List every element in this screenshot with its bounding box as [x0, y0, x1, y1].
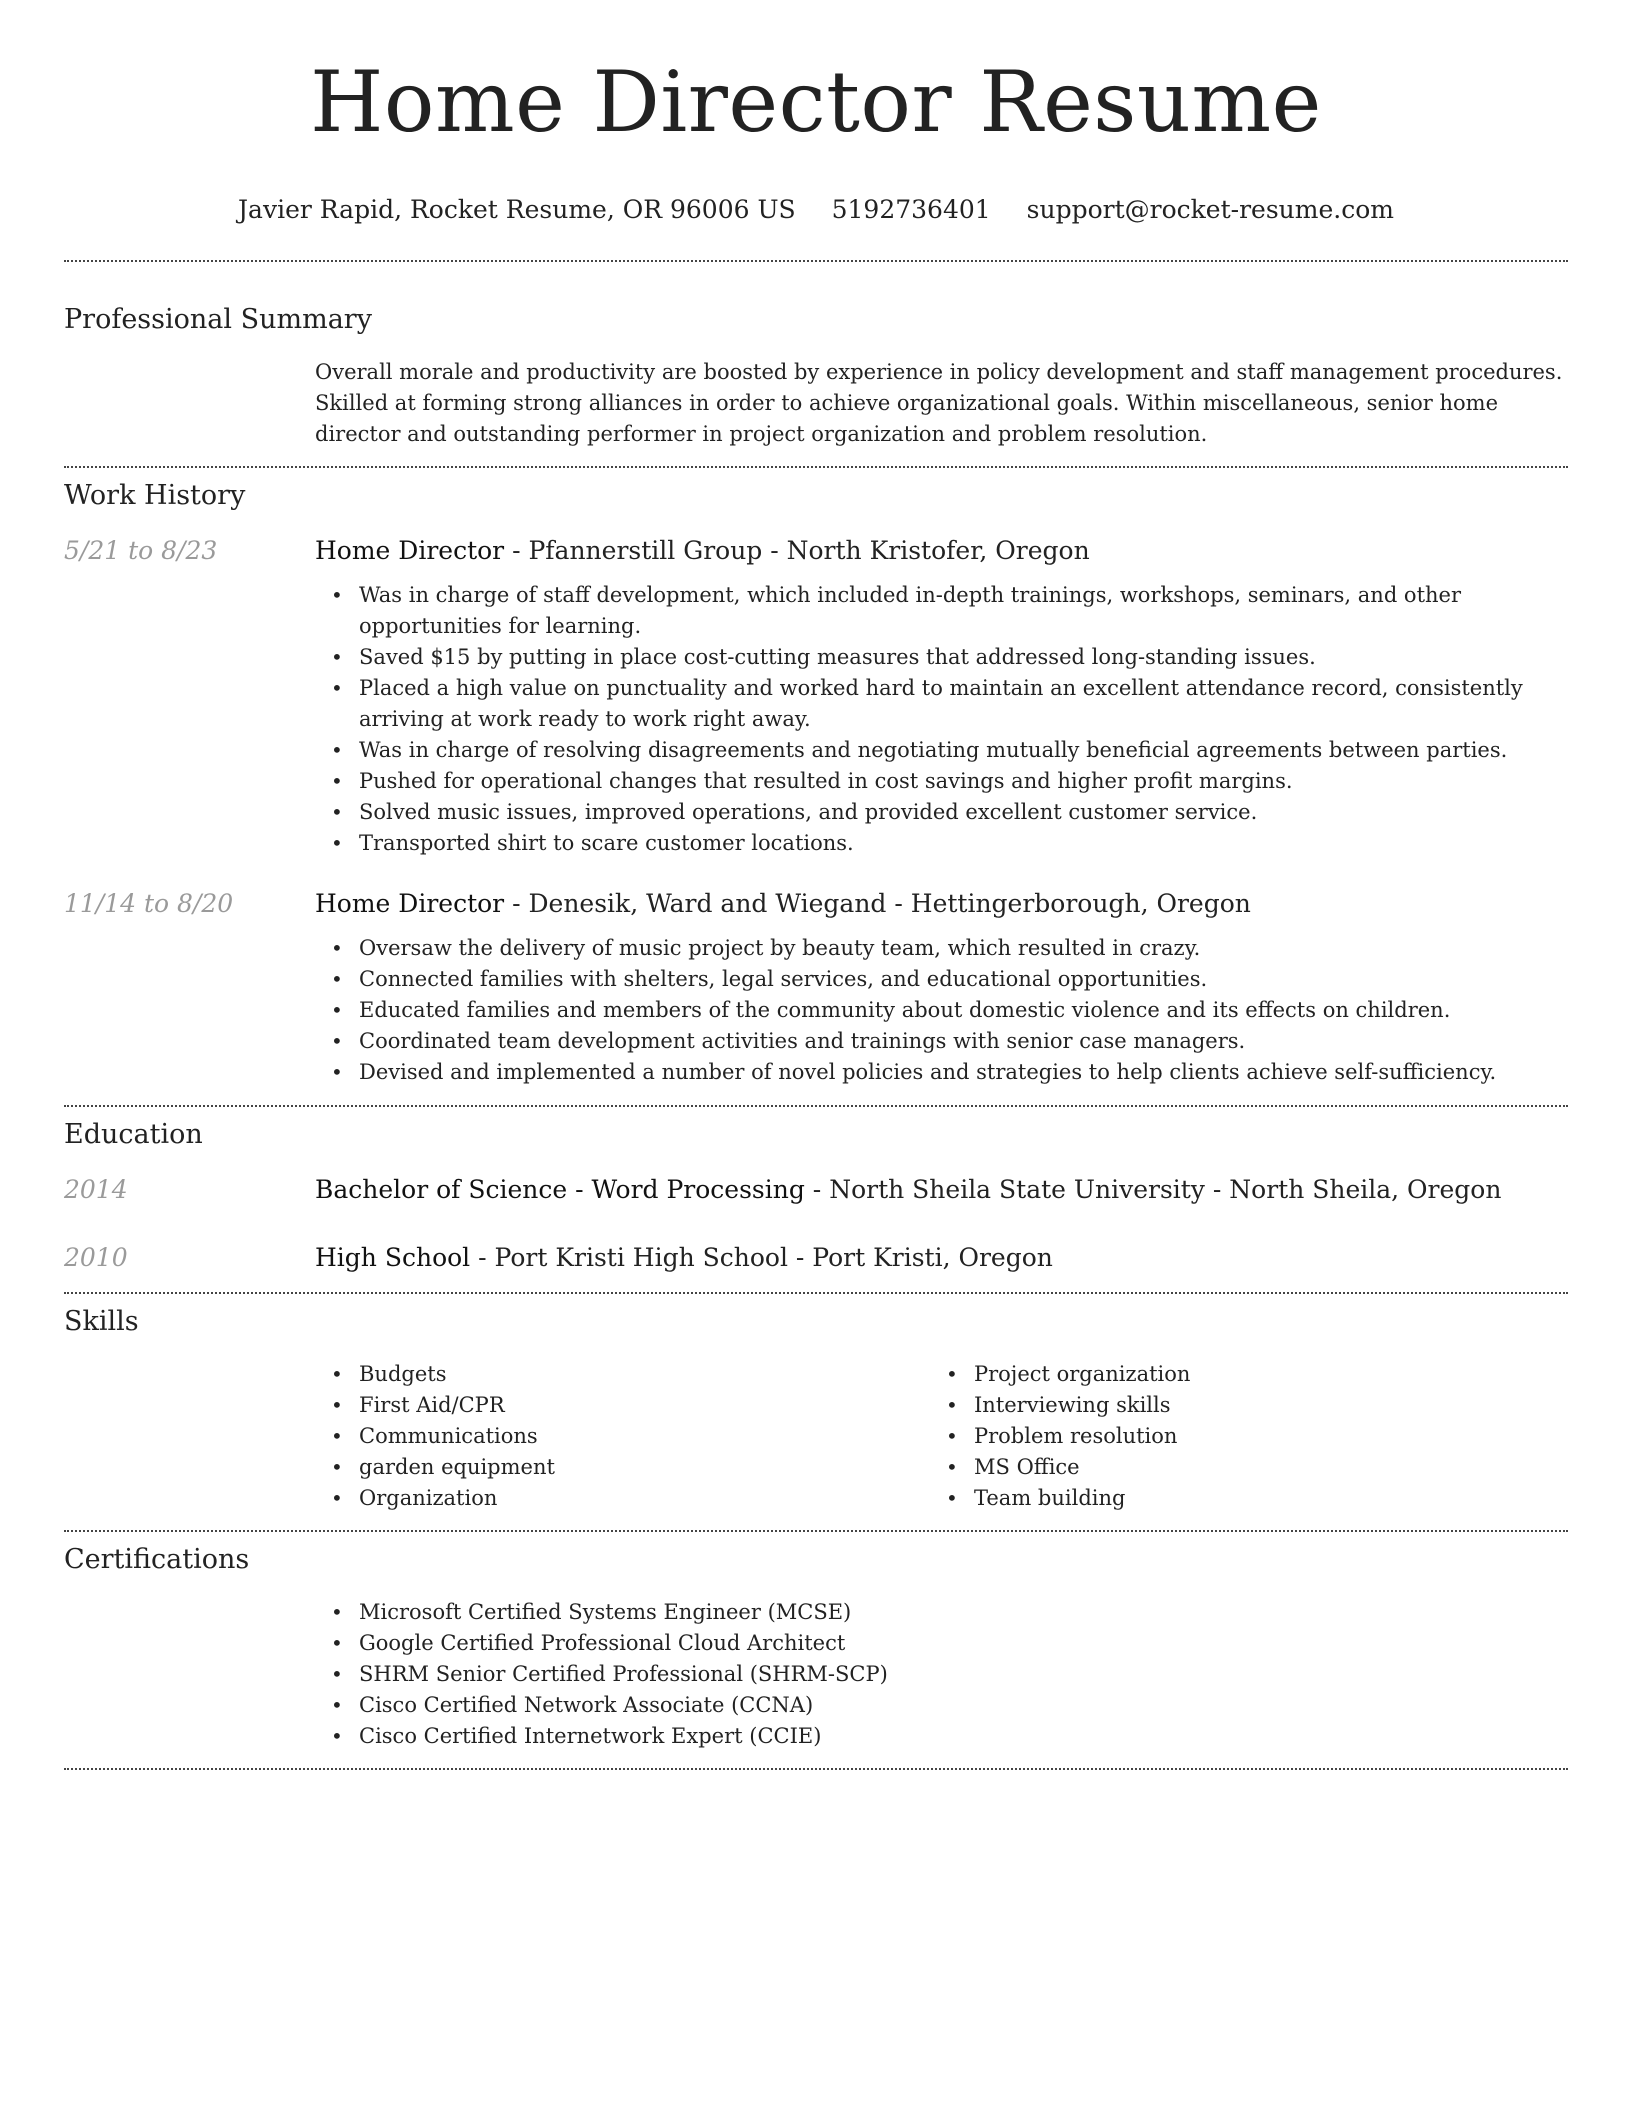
education-degree: Bachelor of Science - Word Processing	[315, 1175, 805, 1204]
job-title: Home Director	[315, 889, 505, 918]
list-item: • Solved music issues, improved operations, and provided excellent customer service.	[359, 797, 1568, 828]
divider	[64, 1768, 1568, 1770]
list-item: • Saved $15 by putting in place cost-cutting measures that addressed long-standing issues.	[359, 642, 1568, 673]
divider	[64, 466, 1568, 468]
divider	[64, 1530, 1568, 1532]
list-item: • MS Office	[974, 1452, 1545, 1483]
contact-email: support@rocket-resume.com	[1026, 195, 1394, 224]
list-item: • Pushed for operational changes that resulted in cost savings and higher profit margins.	[359, 766, 1568, 797]
list-item: • Coordinated team development activities and trainings with senior case managers.	[359, 1026, 1568, 1057]
education-details: - Port Kristi High School - Port Kristi, Oregon	[470, 1243, 1053, 1272]
list-item: • Oversaw the delivery of music project by beauty team, which resulted in crazy.	[359, 933, 1568, 964]
skills-section	[64, 1304, 1568, 1514]
list-item: • Cisco Certified Network Associate (CCNA)	[359, 1690, 1568, 1721]
job-dates: 5/21 to 8/23	[64, 536, 218, 565]
list-item: • Budgets	[359, 1359, 930, 1390]
list-item: • Transported shirt to scare customer locations.	[359, 828, 1568, 859]
list-item: • garden equipment	[359, 1452, 930, 1483]
list-item: • Communications	[359, 1421, 930, 1452]
list-item: • Was in charge of staff development, which included in-depth trainings, workshops, seminars, and other opportunities for learning.	[359, 580, 1568, 642]
list-item: • Educated families and members of the community about domestic violence and its effects on children.	[359, 995, 1568, 1026]
summary-text: Overall morale and productivity are boosted by experience in policy development and staff management procedures. Skilled at forming strong alliances in order to achieve organizational goals. Within miscellaneous, senior home director and outstanding performer in project organization and problem resolution.	[315, 360, 1563, 446]
section-heading: Certifications	[64, 1544, 250, 1575]
job-heading	[315, 534, 1568, 568]
summary-section	[64, 302, 1568, 450]
list-item: • Devised and implemented a number of novel policies and strategies to help clients achieve self-sufficiency.	[359, 1057, 1568, 1088]
divider	[64, 260, 1568, 262]
divider	[64, 1105, 1568, 1107]
job-title: Home Director	[315, 536, 505, 565]
job-details: - Denesik, Ward and Wiegand - Hettingerborough, Oregon	[504, 889, 1251, 918]
contact-phone: 5192736401	[831, 195, 991, 224]
job-entry	[64, 534, 1568, 859]
skills-list-left	[315, 1359, 930, 1514]
education-section	[64, 1117, 1568, 1275]
job-bullets	[315, 933, 1568, 1088]
section-heading: Professional Summary	[64, 304, 372, 335]
list-item: • Problem resolution	[974, 1421, 1545, 1452]
list-item: • Was in charge of resolving disagreements and negotiating mutually beneficial agreements between parties.	[359, 735, 1568, 766]
section-heading: Work History	[64, 480, 246, 511]
job-details: - Pfannerstill Group - North Kristofer, Oregon	[504, 536, 1090, 565]
education-details: - North Sheila State University - North Sheila, Oregon	[804, 1175, 1502, 1204]
job-bullets	[315, 580, 1568, 859]
education-year: 2010	[64, 1243, 128, 1272]
list-item: • Microsoft Certified Systems Engineer (MCSE)	[359, 1597, 1568, 1628]
section-heading: Skills	[64, 1306, 139, 1337]
skills-list-right	[930, 1359, 1545, 1514]
list-item: • Project organization	[974, 1359, 1545, 1390]
work-history-section	[64, 478, 1568, 1088]
education-heading	[315, 1173, 1568, 1207]
contact-address: Javier Rapid, Rocket Resume, OR 96006 US	[238, 195, 796, 224]
list-item: • Google Certified Professional Cloud Architect	[359, 1628, 1568, 1659]
education-entry	[64, 1241, 1568, 1275]
job-heading	[315, 887, 1568, 921]
list-item: • SHRM Senior Certified Professional (SHRM-SCP)	[359, 1659, 1568, 1690]
resume-title: Home Director Resume	[310, 53, 1322, 151]
divider	[64, 1292, 1568, 1294]
contact-line	[64, 194, 1568, 226]
list-item: • First Aid/CPR	[359, 1390, 930, 1421]
list-item: • Organization	[359, 1483, 930, 1514]
certifications-section	[64, 1542, 1568, 1752]
list-item: • Placed a high value on punctuality and worked hard to maintain an excellent attendance record, consistently arriving at work ready to work right away.	[359, 673, 1568, 735]
section-heading: Education	[64, 1119, 203, 1150]
education-year: 2014	[64, 1175, 128, 1204]
education-degree: High School	[315, 1243, 471, 1272]
list-item: • Interviewing skills	[974, 1390, 1545, 1421]
list-item: • Cisco Certified Internetwork Expert (CCIE)	[359, 1721, 1568, 1752]
job-entry	[64, 887, 1568, 1088]
certifications-list	[315, 1597, 1568, 1752]
list-item: • Team building	[974, 1483, 1545, 1514]
education-entry	[64, 1173, 1568, 1207]
job-dates: 11/14 to 8/20	[64, 889, 234, 918]
education-heading	[315, 1241, 1568, 1275]
list-item: • Connected families with shelters, legal services, and educational opportunities.	[359, 964, 1568, 995]
